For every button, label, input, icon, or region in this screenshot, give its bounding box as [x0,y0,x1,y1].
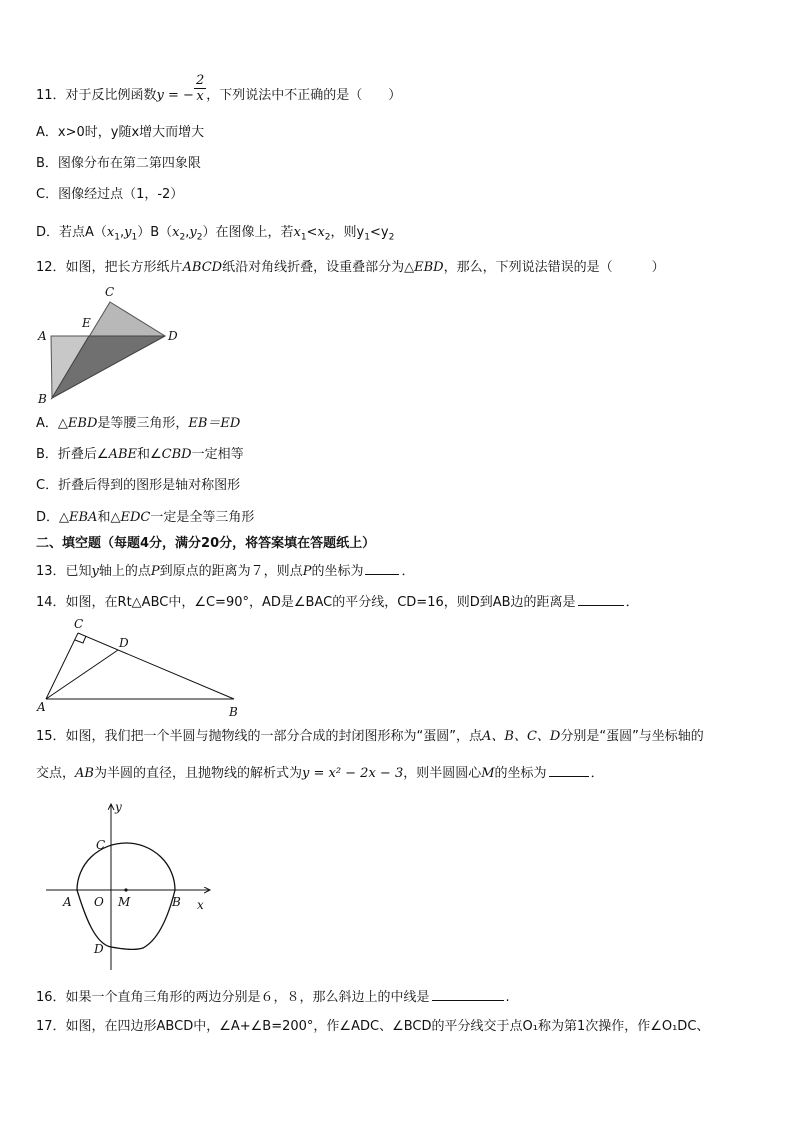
q15-line-1 [36,728,704,746]
q12-label-b: B [38,392,47,406]
q15-line2-pre: 交点， [36,766,76,781]
q12-label-e: E [82,316,91,330]
q12-ebd: EBD [414,260,444,275]
q11-option-b: B．图像分布在第二第四象限 [36,156,201,171]
q15-semicircle [77,843,175,890]
q12-d-eba: EBA [69,510,98,525]
q12-label-a: A [38,329,47,343]
q11-fraction [194,73,206,104]
q12-b-pre: B．折叠后∠ [36,447,109,462]
q12-d-pre: D．△ [36,510,70,525]
q15-label-c: C [96,838,106,852]
q11-d-y2-sub: 2 [196,232,203,243]
q15-answer-blank[interactable] [549,764,589,777]
q12-option-c: C．折叠后得到的图形是轴对称图形 [36,478,241,493]
q13-end: ． [401,564,415,579]
q11-d-r-y2-sub: 2 [388,232,395,243]
q12-option-a [36,415,240,433]
q11-d-then: ，则 [330,225,357,240]
q11-d-text: D．若点A（ [36,225,107,240]
q11-option-d: D．若点$A(x_1,y_1)B(x_2,y_2)$在图像上，若$x_1<x_2$，则$y_1<y_2$ [36,225,395,243]
q15-formula: y = x² − 2x − 3 [301,766,404,781]
q12-b-abe: ABE [108,447,138,462]
q11-frac-den: x [196,89,204,104]
q12-figure [30,283,190,408]
q12-b-post: 一定相等 [191,447,244,462]
q15-m: M [481,766,495,781]
q11-d-lt: < [306,225,318,240]
q11-d-mid: ）B（ [137,225,173,240]
q13-mid1: 轴上的点 [98,564,151,579]
q14-label-a: A [37,700,46,714]
q11-d-y1-sub: 1 [131,232,138,243]
q15-line-2 [36,764,604,783]
q11-d-cond-x2-sub: 2 [324,232,331,243]
q13-y: y [91,564,99,579]
q14-end: ． [625,595,639,610]
q12-stem-2: 纸沿对角线折叠，设重叠部分为△ [222,260,415,275]
q12-label-d: D [168,329,178,343]
q15-label-y: y [115,800,122,814]
q11-d-y2: y [189,225,197,240]
q16 [36,988,510,1007]
q14-label-d: D [119,636,129,650]
q15-line1-pre: 15．如图，我们把一个半圆与抛物线的一部分合成的封闭图形称为“蛋圆”，点 [36,729,483,744]
q15-label-m: M [118,895,131,909]
q11-d-r-y1-sub: 1 [364,232,370,243]
q16-answer-blank[interactable] [432,988,504,1001]
q15-label-b: B [172,895,181,909]
q12-a-ebd: EBD [67,416,98,431]
q14-right-angle-mark [75,636,86,643]
q14-label-b: B [229,705,238,719]
q14-side-cb [78,633,234,699]
q13-p1: P [150,564,160,579]
q12-stem [36,259,665,277]
q15-label-o: O [94,895,104,909]
q11-d-r-y1: y [356,225,365,240]
q15-line1-post: 分别是“蛋圆”与坐标轴的 [560,729,704,744]
q16-end: . [505,990,510,1005]
q11-d-cond-x2: x [317,225,325,240]
q11-d-post: ）在图像上，若 [202,225,294,240]
q15-ab: AB [75,766,94,781]
q14-text: 14．如图，在Rt△ABC中，∠C=90°，AD是∠BAC的平分线，CD=16，则D到AB边的距离是 [36,595,576,610]
q12-a-eq: EB＝ED [188,416,241,431]
q15-end: ． [590,766,604,781]
q11-stem-text: 11．对于反比例函数 [36,88,157,103]
q14-side-ca [46,633,78,699]
q12-stem-3: ，那么，下列说法错误的是（ ） [443,260,665,275]
q14-label-c: C [74,617,84,631]
q13-post: 的坐标为 [311,564,364,579]
q11-option-a: A．x>0时，y随x增大而增大 [36,125,205,140]
q11-d-x2: x [172,225,180,240]
q15-figure [40,798,240,978]
q12-b-cbd: CBD [161,447,192,462]
q15-label-a: A [63,895,72,909]
q13-mid2: 到原点的距离为７，则点 [159,564,303,579]
q12-label-c: C [105,285,115,299]
q15-points: A、B、C、D [482,729,561,744]
q13-pre: 13．已知 [36,564,92,579]
q15-line2-post: 的坐标为 [494,766,547,781]
q12-option-d [36,509,254,527]
q13 [36,562,414,581]
q12-a-pre: A．△ [36,416,68,431]
q12-stem-1: 12．如图，把长方形纸片 [36,260,183,275]
q14-answer-blank[interactable] [578,593,624,606]
section-2-heading: 二、填空题（每题4分，满分20分，将答案填在答题纸上） [36,536,376,551]
q11-d-cond-x1: x [293,225,301,240]
q14-figure [30,615,250,720]
q13-p2: P [302,564,312,579]
q15-center-m [124,888,127,891]
q15-label-d: D [94,942,104,956]
q14 [36,593,639,612]
q17: 17．如图，在四边形ABCD中，∠A+∠B=200°，作∠ADC、∠BCD的平分线交于点O₁称为第1次操作，作∠O₁DC、 [36,1019,710,1034]
q12-d-edc: EDC [120,510,151,525]
q11-d-x1-sub: 1 [114,232,120,243]
q11-stem [36,73,402,105]
q12-a-mid: 是等腰三角形， [97,416,189,431]
q13-answer-blank[interactable] [365,562,399,575]
q12-abcd: ABCD [182,260,223,275]
q11-d-cond-x1-sub: 1 [300,232,307,243]
q15-label-x: x [197,898,204,912]
q11-option-c: C．图像经过点（1，-2） [36,187,184,202]
q11-frac-num: 2 [195,73,205,88]
q11-d-y1: y [124,225,132,240]
q14-bisector-ad [46,650,118,699]
q16-text: 16．如果一个直角三角形的两边分别是６，８，那么斜边上的中线是 [36,990,430,1005]
q15-line2-mid2: ，则半圆圆心 [403,766,482,781]
q11-d-x2-sub: 2 [179,232,186,243]
q11-d-r-y2: <y [369,225,389,240]
q11-stem-end: ，下列说法中不正确的是（ ） [206,88,402,103]
q12-d-post: 一定是全等三角形 [150,510,255,525]
q15-line2-mid: 为半圆的直径，且抛物线的解析式为 [93,766,302,781]
q12-option-b [36,446,244,464]
q11-d-x1: x [106,225,115,240]
q12-d-mid: 和△ [97,510,121,525]
q12-b-mid: 和∠ [137,447,162,462]
q11-func: y = − [156,88,194,103]
